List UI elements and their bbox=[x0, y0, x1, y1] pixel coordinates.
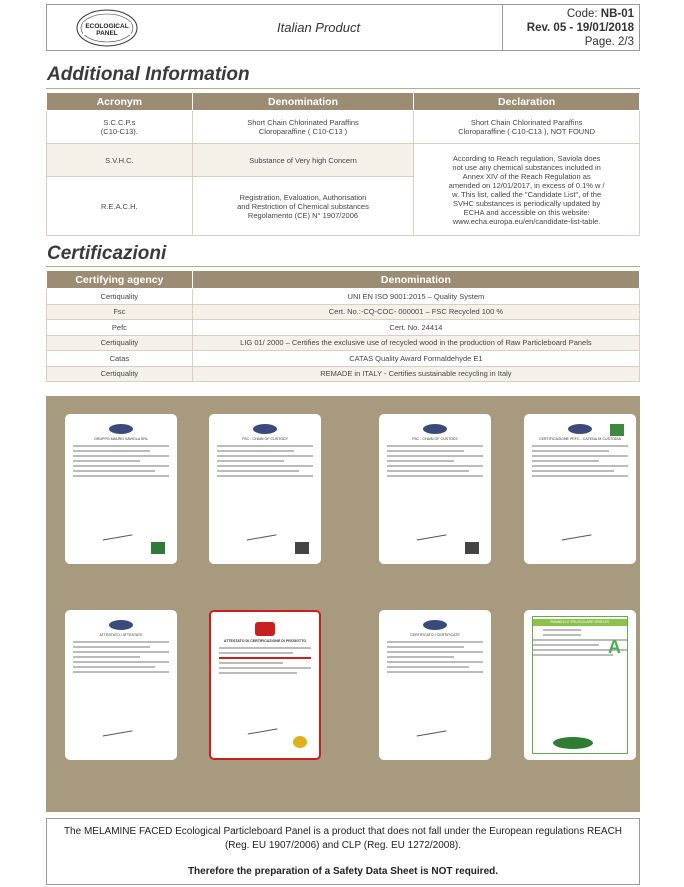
ecological-panel-logo bbox=[47, 5, 167, 50]
certificate-heading: ATTESTATO DI CERTIFICAZIONE DI PRODOTTO bbox=[223, 639, 307, 643]
revision: Rev. 05 - 19/01/2018 bbox=[526, 22, 634, 34]
regulation-note: The MELAMINE FACED Ecological Particleboard Panel is a product that does not fall under the European regulations REACH (Reg. EU 1907/2006) and CLP (Reg. EU 1272/2008). bbox=[63, 826, 623, 851]
additional-info-title: Additional Information bbox=[47, 64, 250, 85]
certificate-thumbnail bbox=[209, 610, 321, 760]
col-certifying-agency: Certifying agency bbox=[47, 271, 193, 289]
section-rule bbox=[46, 266, 640, 267]
document-meta bbox=[502, 5, 640, 50]
catas-logo-icon bbox=[255, 622, 275, 636]
fsc-logo-icon bbox=[295, 542, 309, 554]
certificates-gallery bbox=[46, 396, 640, 812]
certificate-heading: CERTIFICAZIONE PEFC - CATENA DI CUSTODIA bbox=[539, 437, 621, 441]
certificate-heading: PANNELLO TRUCIOLARE GREZZO bbox=[533, 619, 627, 626]
cell-denomination: Registration, Evaluation, Authorisation and Restriction of Chemical substances Regolamento (CE) N° 1907/2006 bbox=[192, 177, 414, 236]
seal-icon bbox=[568, 424, 592, 434]
certificate-thumbnail bbox=[524, 610, 636, 760]
seal-icon bbox=[423, 424, 447, 434]
page-number: Page. 2/3 bbox=[584, 36, 634, 48]
cell-declaration: Short Chain Chlorinated Paraffins Cloroparaffine ( C10-C13 ), NOT FOUND bbox=[414, 111, 640, 144]
quality-award-seal-icon bbox=[293, 736, 307, 748]
cell-denomination: Cert. No. 24414 bbox=[192, 320, 639, 336]
certificate-heading: FSC - CHAIN OF CUSTODY bbox=[411, 437, 459, 441]
pefc-logo-icon bbox=[610, 424, 624, 436]
fsc-logo-icon bbox=[465, 542, 479, 554]
certificate-thumbnail bbox=[379, 610, 491, 760]
remade-in-italy-logo-icon bbox=[553, 737, 593, 749]
seal-icon bbox=[109, 424, 133, 434]
seal-icon bbox=[423, 620, 447, 630]
certificate-heading: GRUPPO MAURO SAVIOLA SRL bbox=[94, 437, 148, 441]
certificate-heading: FSC - CHAIN OF CUSTODY bbox=[241, 437, 289, 441]
cell-declaration: According to Reach regulation, Saviola does not use any chemical substances included in Annex XIV of the Reach Regulation as amended on 12/01/2017, in excess of 0.1% w / w. This list, called the "Candidate List", of the SVHC substances is periodically updated by ECHA and accessible on this website: www.echa.europa.eu/en/candidate-list-table. bbox=[414, 144, 640, 236]
cell-agency: Certiquality bbox=[47, 366, 193, 382]
cell-denomination: LIG 01/ 2000 – Certifies the exclusive use of recycled wood in the production of Raw Particleboard Panels bbox=[192, 335, 639, 351]
cell-acronym: S.V.H.C. bbox=[47, 144, 193, 177]
col-denomination: Denomination bbox=[192, 93, 414, 111]
certifications-title: Certificazioni bbox=[47, 243, 167, 264]
certifications-table bbox=[46, 270, 640, 382]
regulatory-statement bbox=[46, 818, 640, 885]
certificate-thumbnail bbox=[209, 414, 321, 564]
cell-agency: Certiquality bbox=[47, 335, 193, 351]
certificate-heading: CERTIFICATO / CERTIFICATE bbox=[410, 633, 460, 637]
sds-conclusion: Therefore the preparation of a Safety Data Sheet is NOT required. bbox=[187, 866, 499, 877]
cell-agency: Catas bbox=[47, 351, 193, 367]
cell-denomination: Cert. No.:-CQ-COC- 000001 – FSC Recycled 100 % bbox=[192, 304, 639, 320]
svg-text:PANEL: PANEL bbox=[96, 29, 118, 37]
additional-info-table bbox=[46, 92, 640, 236]
cell-agency: Certiquality bbox=[47, 289, 193, 305]
certificate-thumbnail bbox=[524, 414, 636, 564]
seal-icon bbox=[253, 424, 277, 434]
certificate-thumbnail bbox=[65, 610, 177, 760]
certificate-thumbnail bbox=[379, 414, 491, 564]
col-acronym: Acronym bbox=[47, 93, 193, 111]
product-origin: Italian Product bbox=[277, 20, 361, 35]
cell-acronym: R.E.A.C.H. bbox=[47, 177, 193, 236]
col-declaration: Declaration bbox=[414, 93, 640, 111]
code-value: NB-01 bbox=[600, 8, 634, 20]
certificate-thumbnail bbox=[65, 414, 177, 564]
seal-icon bbox=[109, 620, 133, 630]
col-denomination: Denomination bbox=[192, 271, 639, 289]
cell-agency: Pefc bbox=[47, 320, 193, 336]
cell-agency: Fsc bbox=[47, 304, 193, 320]
code-label: Code: bbox=[566, 8, 601, 20]
document-header bbox=[46, 4, 640, 51]
cell-acronym: S.C.C.P.s (C10-C13). bbox=[47, 111, 193, 144]
cell-denomination: Short Chain Chlorinated Paraffins Cloroparaffine ( C10-C13 ) bbox=[192, 111, 414, 144]
svg-text:ECOLOGICAL: ECOLOGICAL bbox=[85, 22, 129, 30]
energy-grade-icon: A bbox=[608, 637, 621, 657]
section-rule bbox=[46, 88, 640, 89]
cell-denomination: Substance of Very high Concern bbox=[192, 144, 414, 177]
cell-denomination: REMADE in ITALY - Certifies sustainable recycling in Italy bbox=[192, 366, 639, 382]
cell-denomination: CATAS Quality Award Formaldehyde E1 bbox=[192, 351, 639, 367]
cell-denomination: UNI EN ISO 9001:2015 – Quality System bbox=[192, 289, 639, 305]
certiquality-badge-icon bbox=[151, 542, 165, 554]
certificate-heading: ATTESTATO / ATTESTATE bbox=[99, 633, 143, 637]
